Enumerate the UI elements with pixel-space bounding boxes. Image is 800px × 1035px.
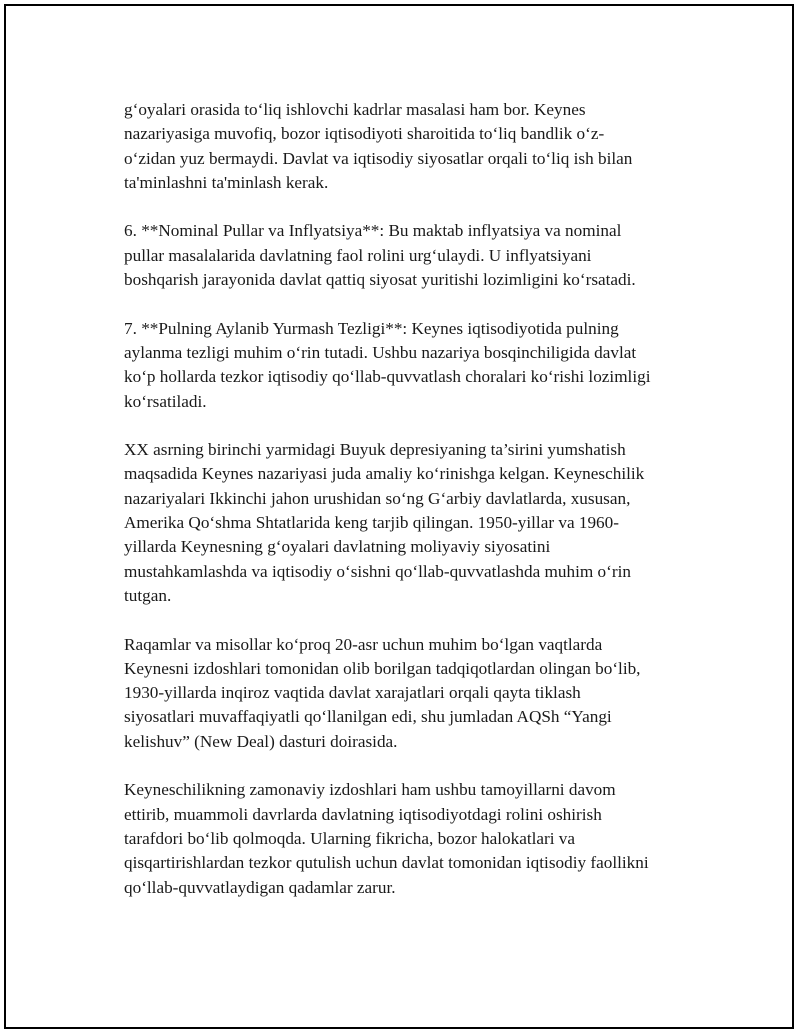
text-line: maqsadida Keynes nazariyasi juda amaliy ko‘rinishga kelgan. Keyneschilik [124, 464, 645, 484]
text-line: Keynesni izdoshlari tomonidan olib borilgan tadqiqotlardan olingan bo‘lib, [124, 658, 641, 678]
text-line: 7. **Pulning Aylanib Yurmash Tezligi**: Keynes iqtisodiyotida pulning [124, 318, 619, 338]
text-line: Keyneschilikning zamonaviy izdoshlari ham ushbu tamoyillarni davom [124, 780, 616, 800]
text-line: Amerika Qo‘shma Shtatlarida keng tarjib qilingan. 1950-yillar va 1960- [124, 513, 619, 533]
text-line: ta'minlashni ta'minlash kerak. [124, 172, 329, 192]
text-line: Raqamlar va misollar ko‘proq 20-asr uchun muhim bo‘lgan vaqtlarda [124, 634, 603, 654]
paragraph-modern-followers [124, 778, 704, 899]
text-line: 1930-yillarda inqiroz vaqtida davlat xarajatlari orqali qayta tiklash [124, 683, 581, 703]
text-line: qisqartirishlardan tezkor qutulish uchun davlat tomonidan iqtisodiy faollikni [124, 853, 649, 873]
text-line: ko‘p hollarda tezkor iqtisodiy qo‘llab-quvvatlash choralari ko‘rishi lozimligi [124, 367, 651, 387]
text-line: XX asrning birinchi yarmidagi Buyuk depresiyaning ta’sirini yumshatish [124, 440, 626, 460]
text-line: siyosatlari muvaffaqiyatli qo‘llanilgan edi, shu jumladan AQSh “Yangi [124, 707, 612, 727]
text-line: ko‘rsatiladi. [124, 391, 207, 411]
text-line: aylanma tezligi muhim o‘rin tutadi. Ushbu nazariya bosqinchiligida davlat [124, 342, 637, 362]
text-line: qo‘llab-quvvatlaydigan qadamlar zarur. [124, 877, 396, 897]
paragraph-item-7-velocity-of-money [124, 317, 704, 414]
text-line: boshqarish jarayonida davlat qattiq siyosat yuritishi lozimligini ko‘rsatadi. [124, 270, 636, 290]
text-line: tutgan. [124, 585, 172, 605]
text-line: o‘zidan yuz bermaydi. Davlat va iqtisodiy siyosatlar orqali to‘liq ish bilan [124, 148, 633, 168]
paragraph-full-employment [124, 98, 704, 195]
text-line: g‘oyalari orasida to‘liq ishlovchi kadrlar masalasi ham bor. Keynes [124, 100, 586, 119]
page-frame [4, 4, 794, 1029]
document-body [124, 98, 704, 900]
text-line: pullar masalalarida davlatning faol rolini urg‘ulaydi. U inflyatsiyani [124, 245, 592, 265]
text-line: 6. **Nominal Pullar va Inflyatsiya**: Bu maktab inflyatsiya va nominal [124, 221, 622, 241]
text-line: kelishuv” (New Deal) dasturi doirasida. [124, 731, 398, 751]
text-line: yillarda Keynesning g‘oyalari davlatning moliyaviy siyosatini [124, 537, 551, 557]
paragraph-new-deal [124, 633, 704, 754]
text-line: mustahkamlashda va iqtisodiy o‘sishni qo‘llab-quvvatlashda muhim o‘rin [124, 561, 631, 581]
paragraph-great-depression [124, 438, 704, 608]
text-line: tarafdori bo‘lib qolmoqda. Ularning fikricha, bozor halokatlari va [124, 828, 576, 848]
text-line: ettirib, muammoli davrlarda davlatning iqtisodiyotdagi rolini oshirish [124, 804, 602, 824]
text-line: nazariyalari Ikkinchi jahon urushidan so‘ng G‘arbiy davlatlarda, xususan, [124, 488, 631, 508]
text-line: nazariyasiga muvofiq, bozor iqtisodiyoti sharoitida to‘liq bandlik o‘z- [124, 124, 605, 144]
paragraph-item-6-nominal-money [124, 219, 704, 292]
